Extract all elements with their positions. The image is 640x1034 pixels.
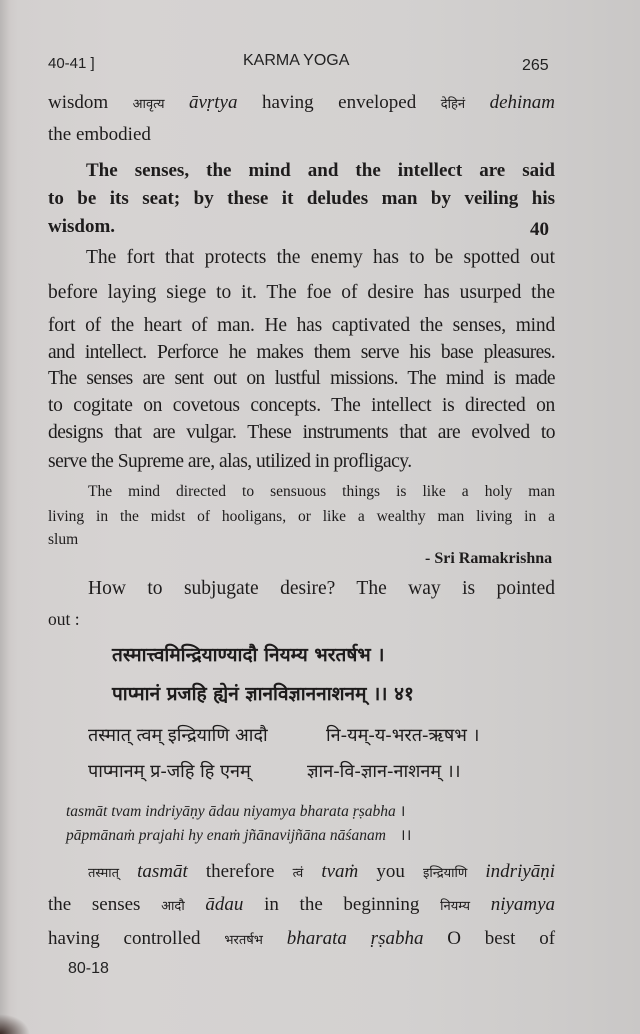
gloss-transliteration: dehinam	[489, 92, 555, 113]
gloss-english: wisdom	[48, 92, 109, 113]
sanskrit-verse-line-2: पाप्मानं प्रजहि ह्येनं ज्ञानविज्ञाननाशनम् ।। ४१	[112, 683, 414, 705]
gloss-devanagari: भरतर्षभ	[224, 933, 263, 948]
word-split-line-1-left: तस्मात् त्वम् इन्द्रियाणि आदौ	[88, 725, 268, 746]
commentary-line: fort of the heart of man. He has captivated the senses, mind	[48, 315, 555, 336]
gloss-devanagari: आवृत्य	[132, 97, 165, 112]
gloss-devanagari: इन्द्रियाणि	[422, 866, 468, 881]
gloss-english: having enveloped	[261, 92, 417, 113]
gloss-english: having controlled	[48, 928, 201, 949]
gloss-english: you	[376, 861, 405, 882]
gloss-transliteration: bharata ṛṣabha	[286, 928, 424, 949]
printer-signature: 80-18	[68, 960, 109, 977]
gloss-transliteration: indriyāṇi	[485, 861, 556, 882]
intro-line: out :	[48, 609, 80, 629]
gloss-english: therefore	[205, 861, 275, 882]
quote-attribution: - Sri Ramakrishna	[425, 550, 553, 567]
running-title: KARMA YOGA	[243, 52, 350, 69]
commentary-line: designs that are vulgar. These instruments that are evolved to	[48, 422, 555, 443]
gloss-transliteration: niyamya	[490, 894, 556, 915]
gloss-devanagari: देहिनं	[440, 97, 466, 112]
word-split-line-1-right: नि-यम्-य-भरत-ऋषभ ।	[326, 725, 480, 746]
gloss-transliteration: tvaṁ	[321, 861, 359, 882]
intro-line: How to subjugate desire? The way is pointed	[88, 578, 555, 599]
double-danda-mark: ।।	[399, 827, 412, 844]
transliteration-text: tasmāt tvam indriyāṇy ādau niyamya bharata ṛṣabha	[66, 803, 396, 820]
gloss-english: O best of	[447, 928, 556, 949]
verse-translation-line-1: The senses, the mind and the intellect are said	[86, 160, 555, 181]
gloss-devanagari: त्वं	[292, 866, 304, 881]
quote-line: slum	[48, 531, 79, 548]
gloss-english: the senses	[48, 894, 141, 915]
commentary-line: The senses are sent out on lustful missions. The mind is made	[48, 368, 555, 389]
gloss-devanagari: नियम्य	[440, 899, 470, 914]
page-edge-shadow	[0, 1014, 30, 1034]
word-split-line-2-left: पाप्मानम् प्र-जहि हि एनम्	[88, 761, 251, 782]
transliteration-line-2	[66, 823, 412, 845]
gloss-devanagari: आदौ	[161, 899, 185, 914]
gloss-devanagari: तस्मात्	[88, 866, 120, 881]
carryover-gloss-line-2: the embodied	[48, 124, 151, 145]
gloss-transliteration: āvṛtya	[188, 92, 238, 113]
word-split-line-2-right: ज्ञान-वि-ज्ञान-नाशनम् ।।	[307, 761, 461, 782]
verse-number: 40	[530, 219, 549, 240]
gloss-english: in the beginning	[264, 894, 420, 915]
verse-translation-line-3: wisdom.	[48, 216, 116, 237]
quote-line: living in the midst of hooligans, or like a wealthy man living in a	[48, 508, 555, 525]
commentary-line: to cogitate on covetous concepts. The intellect is directed on	[48, 395, 555, 416]
quote-line: The mind directed to sensuous things is like a holy man	[88, 483, 555, 500]
commentary-line: before laying siege to it. The foe of desire has usurped the	[48, 282, 555, 303]
verse-translation-line-2: to be its seat; by these it deludes man by veiling his	[48, 188, 555, 209]
carryover-gloss-line-1	[48, 92, 555, 116]
commentary-line: serve the Supreme are, alas, utilized in profligacy.	[48, 451, 412, 472]
chapter-verse-range: 40-41 ]	[48, 55, 95, 72]
glossary-line-1	[88, 861, 555, 885]
commentary-line: The fort that protects the enemy has to be spotted out	[86, 247, 555, 268]
gloss-transliteration: tasmāt	[137, 861, 188, 882]
glossary-line-2	[48, 894, 555, 918]
transliteration-line-1	[66, 799, 406, 821]
transliteration-text: pāpmānaṁ prajahi hy enaṁ jñānavijñāna nāśanam	[66, 827, 386, 844]
sanskrit-verse-line-1: तस्मात्त्वमिन्द्रियाण्यादौ नियम्य भरतर्षभ ।	[112, 644, 385, 666]
glossary-line-3	[48, 928, 555, 952]
page-number: 265	[522, 57, 549, 74]
danda-mark: ।	[399, 803, 406, 820]
gloss-transliteration: ādau	[205, 894, 244, 915]
commentary-line: and intellect. Perforce he makes them serve his base pleasures.	[48, 342, 555, 363]
